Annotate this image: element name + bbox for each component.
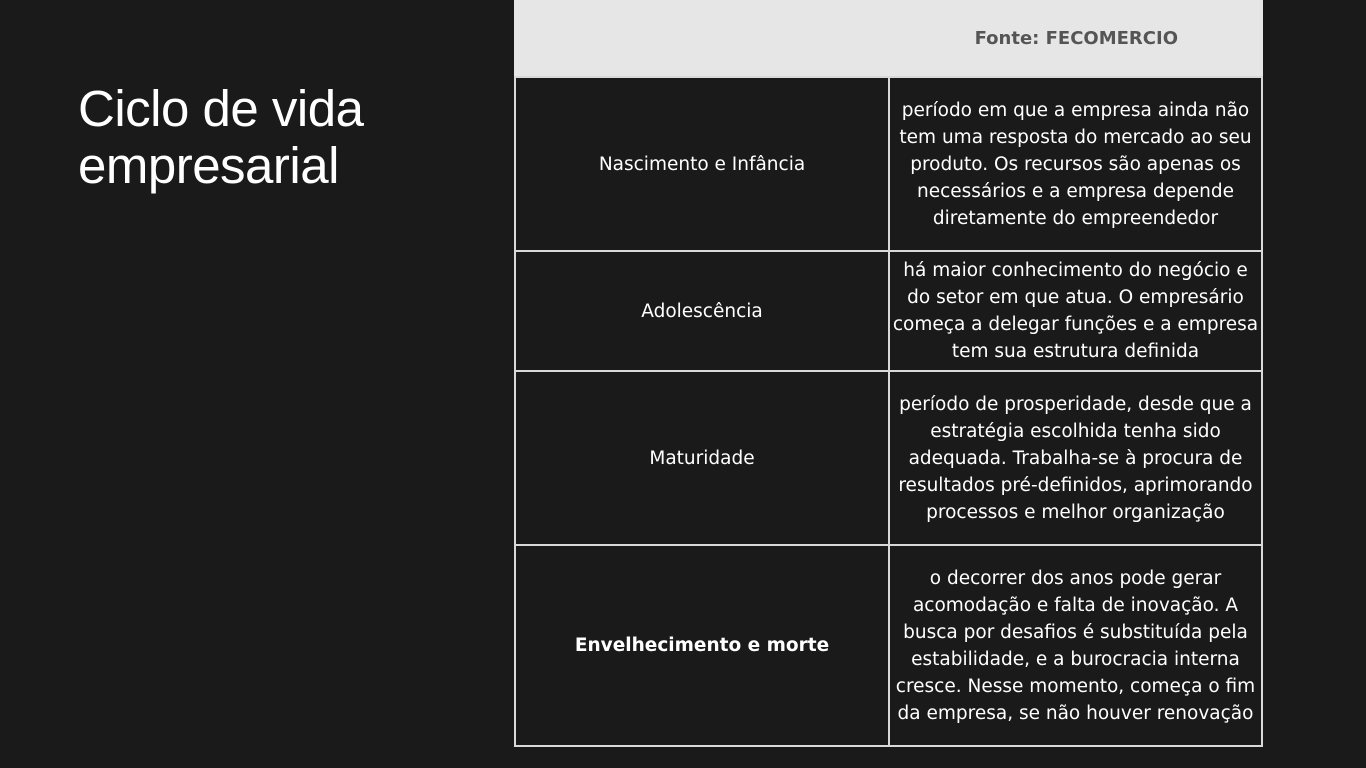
stage-description-cell: período de prosperidade, desde que a estratégia escolhida tenha sido adequada. Trabalha-se à procura de resultados pré-definidos, aprimorando processos e melhor organização xyxy=(889,371,1262,545)
stage-name-cell: Nascimento e Infância xyxy=(515,77,889,251)
stages-table xyxy=(514,76,1263,747)
source-header xyxy=(514,0,1263,76)
slide-title: Ciclo de vida empresarial xyxy=(78,80,364,194)
stage-name-cell: Adolescência xyxy=(515,251,889,371)
table-row xyxy=(515,77,1262,251)
stages-table-container xyxy=(514,0,1263,747)
source-label: Fonte: FECOMERCIO xyxy=(974,27,1178,49)
stage-name-cell: Maturidade xyxy=(515,371,889,545)
table-row xyxy=(515,545,1262,746)
stage-description-cell: o decorrer dos anos pode gerar acomodação e falta de inovação. A busca por desafios é substituída pela estabilidade, e a burocracia interna cresce. Nesse momento, começa o fim da empresa, se não houver renovação xyxy=(889,545,1262,746)
stage-description-cell: há maior conhecimento do negócio e do setor em que atua. O empresário começa a delegar funções e a empresa tem sua estrutura definida xyxy=(889,251,1262,371)
table-row xyxy=(515,371,1262,545)
table-row xyxy=(515,251,1262,371)
stage-name-cell: Envelhecimento e morte xyxy=(515,545,889,746)
stage-description-cell: período em que a empresa ainda não tem uma resposta do mercado ao seu produto. Os recursos são apenas os necessários e a empresa depende diretamente do empreendedor xyxy=(889,77,1262,251)
